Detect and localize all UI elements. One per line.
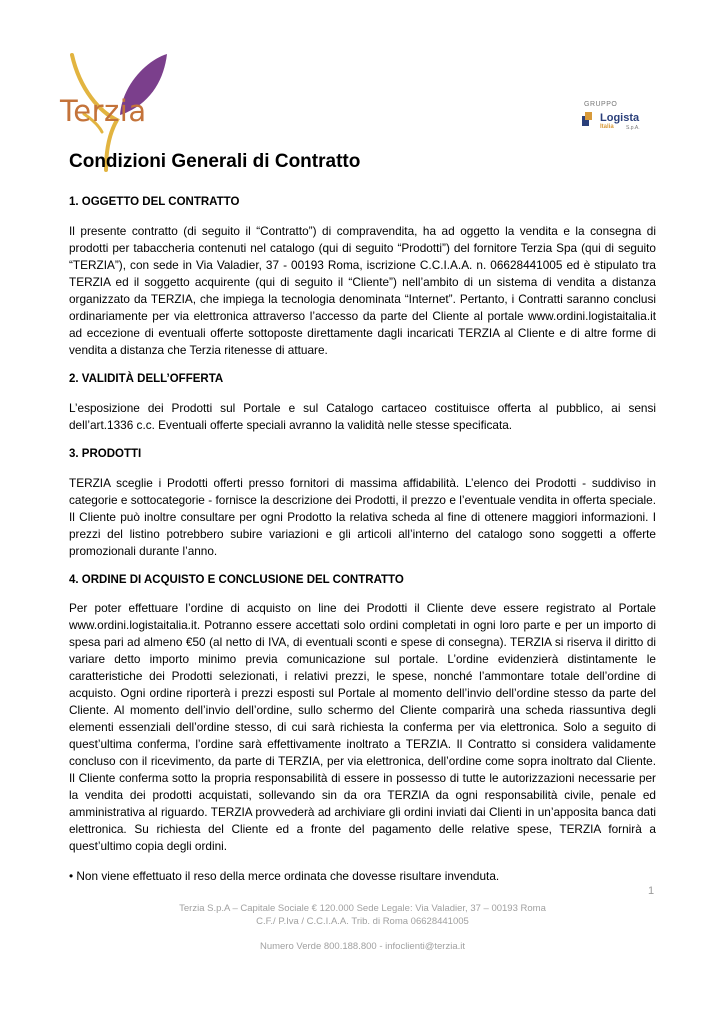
brand-name: Terzia (60, 94, 147, 128)
footer-line-registry: C.F./ P.Iva / C.C.I.A.A. Trib. di Roma 06628441005 (256, 916, 469, 927)
section-heading: 2. VALIDITÀ DELL’OFFERTA (69, 372, 224, 385)
footer-line-company: Terzia S.p.A – Capitale Sociale € 120.000 Sede Legale: Via Valadier, 37 – 00193 Roma (179, 903, 546, 914)
section-heading: 1. OGGETTO DEL CONTRATTO (69, 195, 240, 208)
page-number: 1 (648, 885, 655, 897)
section-paragraph: TERZIA sceglie i Prodotti offerti presso fornitori di massima affidabilità. L’elenco dei Prodotti - suddiviso in categorie e sottocategorie - fornisce la descrizione dei Prodotti, il prezzo e l’eventuale vendita in offerta speciale. Il Cliente può inoltre consultare per ogni Prodotto la relativa scheda al fine di ottenere maggiori informazioni. I prezzi del listino potrebbero subire variazioni e gli articoli all’interno del catalogo sono soggetti a offerte promozionali durante l’anno. (69, 475, 656, 558)
footer-line-contact: Numero Verde 800.188.800 - infoclienti@terzia.it (259, 941, 466, 952)
section-paragraph: L’esposizione dei Prodotti sul Portale e sul Catalogo cartaceo costituisce offerta al pubblico, ai sensi dell’art.1336 c.c. Eventuali offerte speciali avranno la validità nelle stesse specificata. (69, 400, 656, 432)
logista-logo-icon (582, 112, 598, 126)
group-label: GRUPPO (584, 101, 618, 108)
document-body (69, 150, 656, 885)
bullet-item: • Non viene effettuato il reso della merce ordinata che dovesse risultare invenduta. (69, 869, 500, 884)
group-suffix: S.p.A. (626, 125, 640, 131)
section-paragraph: Il presente contratto (di seguito il “Contratto”) di compravendita, ha ad oggetto la vendita e la consegna di prodotti per tabaccheria contenuti nel catalogo (qui di seguito “Prodotti”) del fornitore Terzia Spa (qui di seguito “TERZIA”), con sede in Via Valadier, 37 - 00193 Roma, iscrizione C.C.I.A.A. n. 06628441005 ed è stipulato tra TERZIA ed il soggetto acquirente (qui di seguito il “Cliente”) nell’ambito di un sistema di vendita a distanza organizzato da TERZIA, che impiega la tecnologia denominata “Internet”. Pertanto, i Contratti saranno conclusi ordinariamente per via elettronica attraverso l’accesso da parte del Cliente al portale www.ordini.logistaitalia.it ad eccezione di eventuali offerte sottoposte direttamente dagli incaricati TERZIA al Cliente e di altre forme di vendita a distanza che Terzia ritenesse di attuare. (69, 223, 656, 357)
group-country: Italia (600, 124, 614, 130)
section-heading: 3. PRODOTTI (69, 447, 142, 460)
document-title: Condizioni Generali di Contratto (69, 151, 361, 172)
section-paragraph: Per poter effettuare l’ordine di acquisto on line dei Prodotti il Cliente deve essere registrato al Portale www.ordini.logistaitalia.it. Potranno essere accettati solo ordini completati in ogni loro parte e per un importo di spesa pari ad almeno €50 (al netto di IVA, di eventuali sconti e spese di consegna). TERZIA si riserva il diritto di variare detto importo minimo previa comunicazione sul portale. L’ordine evidenzierà distintamente le caratteristiche dei Prodotti selezionati, i relativi prezzi, le spese, nonché l’ammontare totale dell’ordine di acquisto. Ogni ordine riporterà i prezzi esposti sul Portale al momento dell’invio dell’ordine stesso da parte del Cliente. Al momento dell’invio dell’ordine, sullo schermo del Cliente comparirà una scheda riassuntiva degli elementi essenziali dell’ordine stesso, di cui sarà richiesta la conferma per via elettronica. Solo a seguito di quest’ultima conferma, l’ordine sarà effettivamente inoltrato a TERZIA. Il Contratto si considera validamente concluso con il ricevimento, da parte di TERZIA, per via elettronica, dell’ordine come sopra inoltrato dal Cliente. Il Cliente conferma sotto la propria responsabilità di essere in possesso di tutte le autorizzazioni necessarie per la vendita dei prodotti acquistati, sollevando sin da ora TERZIA da ogni responsabilità civile, penale ed amministrativa al riguardo. TERZIA provvederà ad archiviare gli ordini inviati dai Clienti in un’apposita banca dati elettronica. Su richiesta del Cliente ed a fronte del pagamento delle relative spese, TERZIA fornirà a quest’ultimo copia degli ordini. (69, 601, 656, 854)
group-name: Logista (600, 112, 640, 124)
section-heading: 4. ORDINE DI ACQUISTO E CONCLUSIONE DEL CONTRATTO (69, 573, 404, 586)
